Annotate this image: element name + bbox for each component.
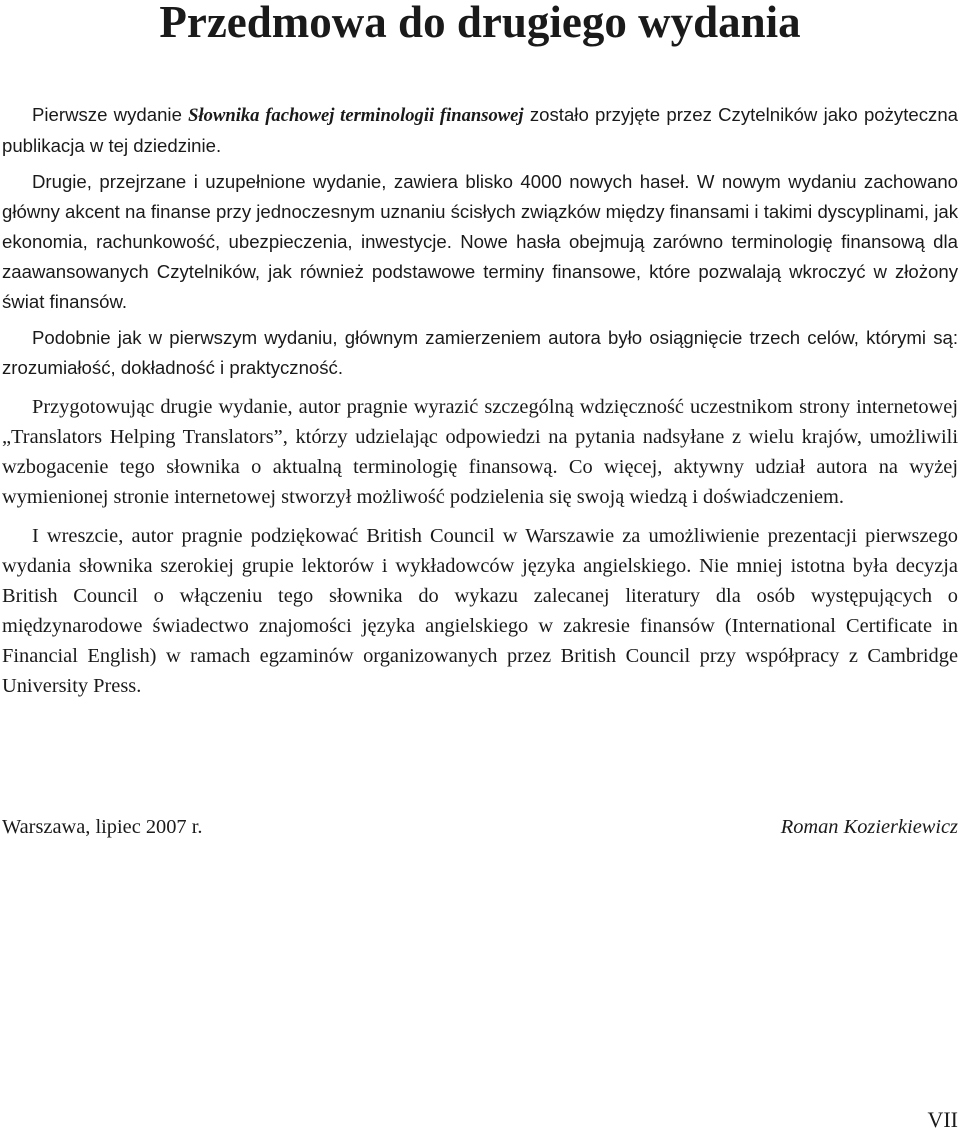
paragraph-2: Drugie, przejrzane i uzupełnione wydanie, zawiera blisko 4000 nowych haseł. W nowym wydaniu zachowano główny akcent na finanse przy jednoczesnym uznaniu ścisłych związków między finansami i takimi dyscyplinami, jak ekonomia, rachunkowość, ubezpieczenia, inwestycje. Nowe hasła obejmują zarówno terminologię finansową dla zaawansowanych Czytelników, jak również podstawowe terminy finansowe, które pozwalają wkroczyć w złożony świat finansów.	[2, 171, 958, 312]
paragraph-5: I wreszcie, autor pragnie podziękować British Council w Warszawie za umożliwienie prezentacji pierwszego wydania słownika szerokiej grupie lektorów i wykładowców języka angielskiego. Nie mniej istotna była decyzja British Council o włączeniu tego słownika do wykazu zalecanej literatury dla osób występujących o międzynarodowe świadectwo znajomości języka angielskiego w zakresie finansów (International Certificate in Financial English) w ramach egzaminów organizowanych przez British Council przy współpracy z Cambridge University Press.	[2, 525, 958, 697]
paragraph-1-rest: zostało przyjęte przez Czytelników jako pożyteczna publikacja w tej dziedzinie.	[2, 104, 959, 156]
book-title: Słownika fachowej terminologii finansowej	[188, 105, 524, 126]
paragraph-1	[2, 100, 958, 161]
paragraph-3: Podobnie jak w pierwszym wydaniu, głównym zamierzeniem autora było osiągnięcie trzech celów, którymi są: zrozumiałość, dokładność i praktyczność.	[2, 327, 958, 378]
paragraph-4: Przygotowując drugie wydanie, autor pragnie wyrazić szczególną wdzięczność uczestnikom strony internetowej „Translators Helping Translators”, którzy udzielając odpowiedzi na pytania nadsyłane z wielu krajów, umożliwili wzbogacenie tego słownika o aktualną terminologię finansową. Co więcej, aktywny udział autora na wyżej wymienionej stronie internetowej stworzył możliwość podzielenia się swoją wiedzą i doświadczeniem.	[2, 396, 958, 508]
paragraph-1-lead: Pierwsze wydanie	[32, 104, 189, 125]
page-number: VII	[927, 1107, 958, 1132]
page-title: Przedmowa do drugiego wydania	[159, 0, 801, 47]
author-name: Roman Kozierkiewicz	[780, 816, 958, 838]
preface-body	[2, 100, 958, 701]
place-date: Warszawa, lipiec 2007 r.	[2, 816, 203, 838]
